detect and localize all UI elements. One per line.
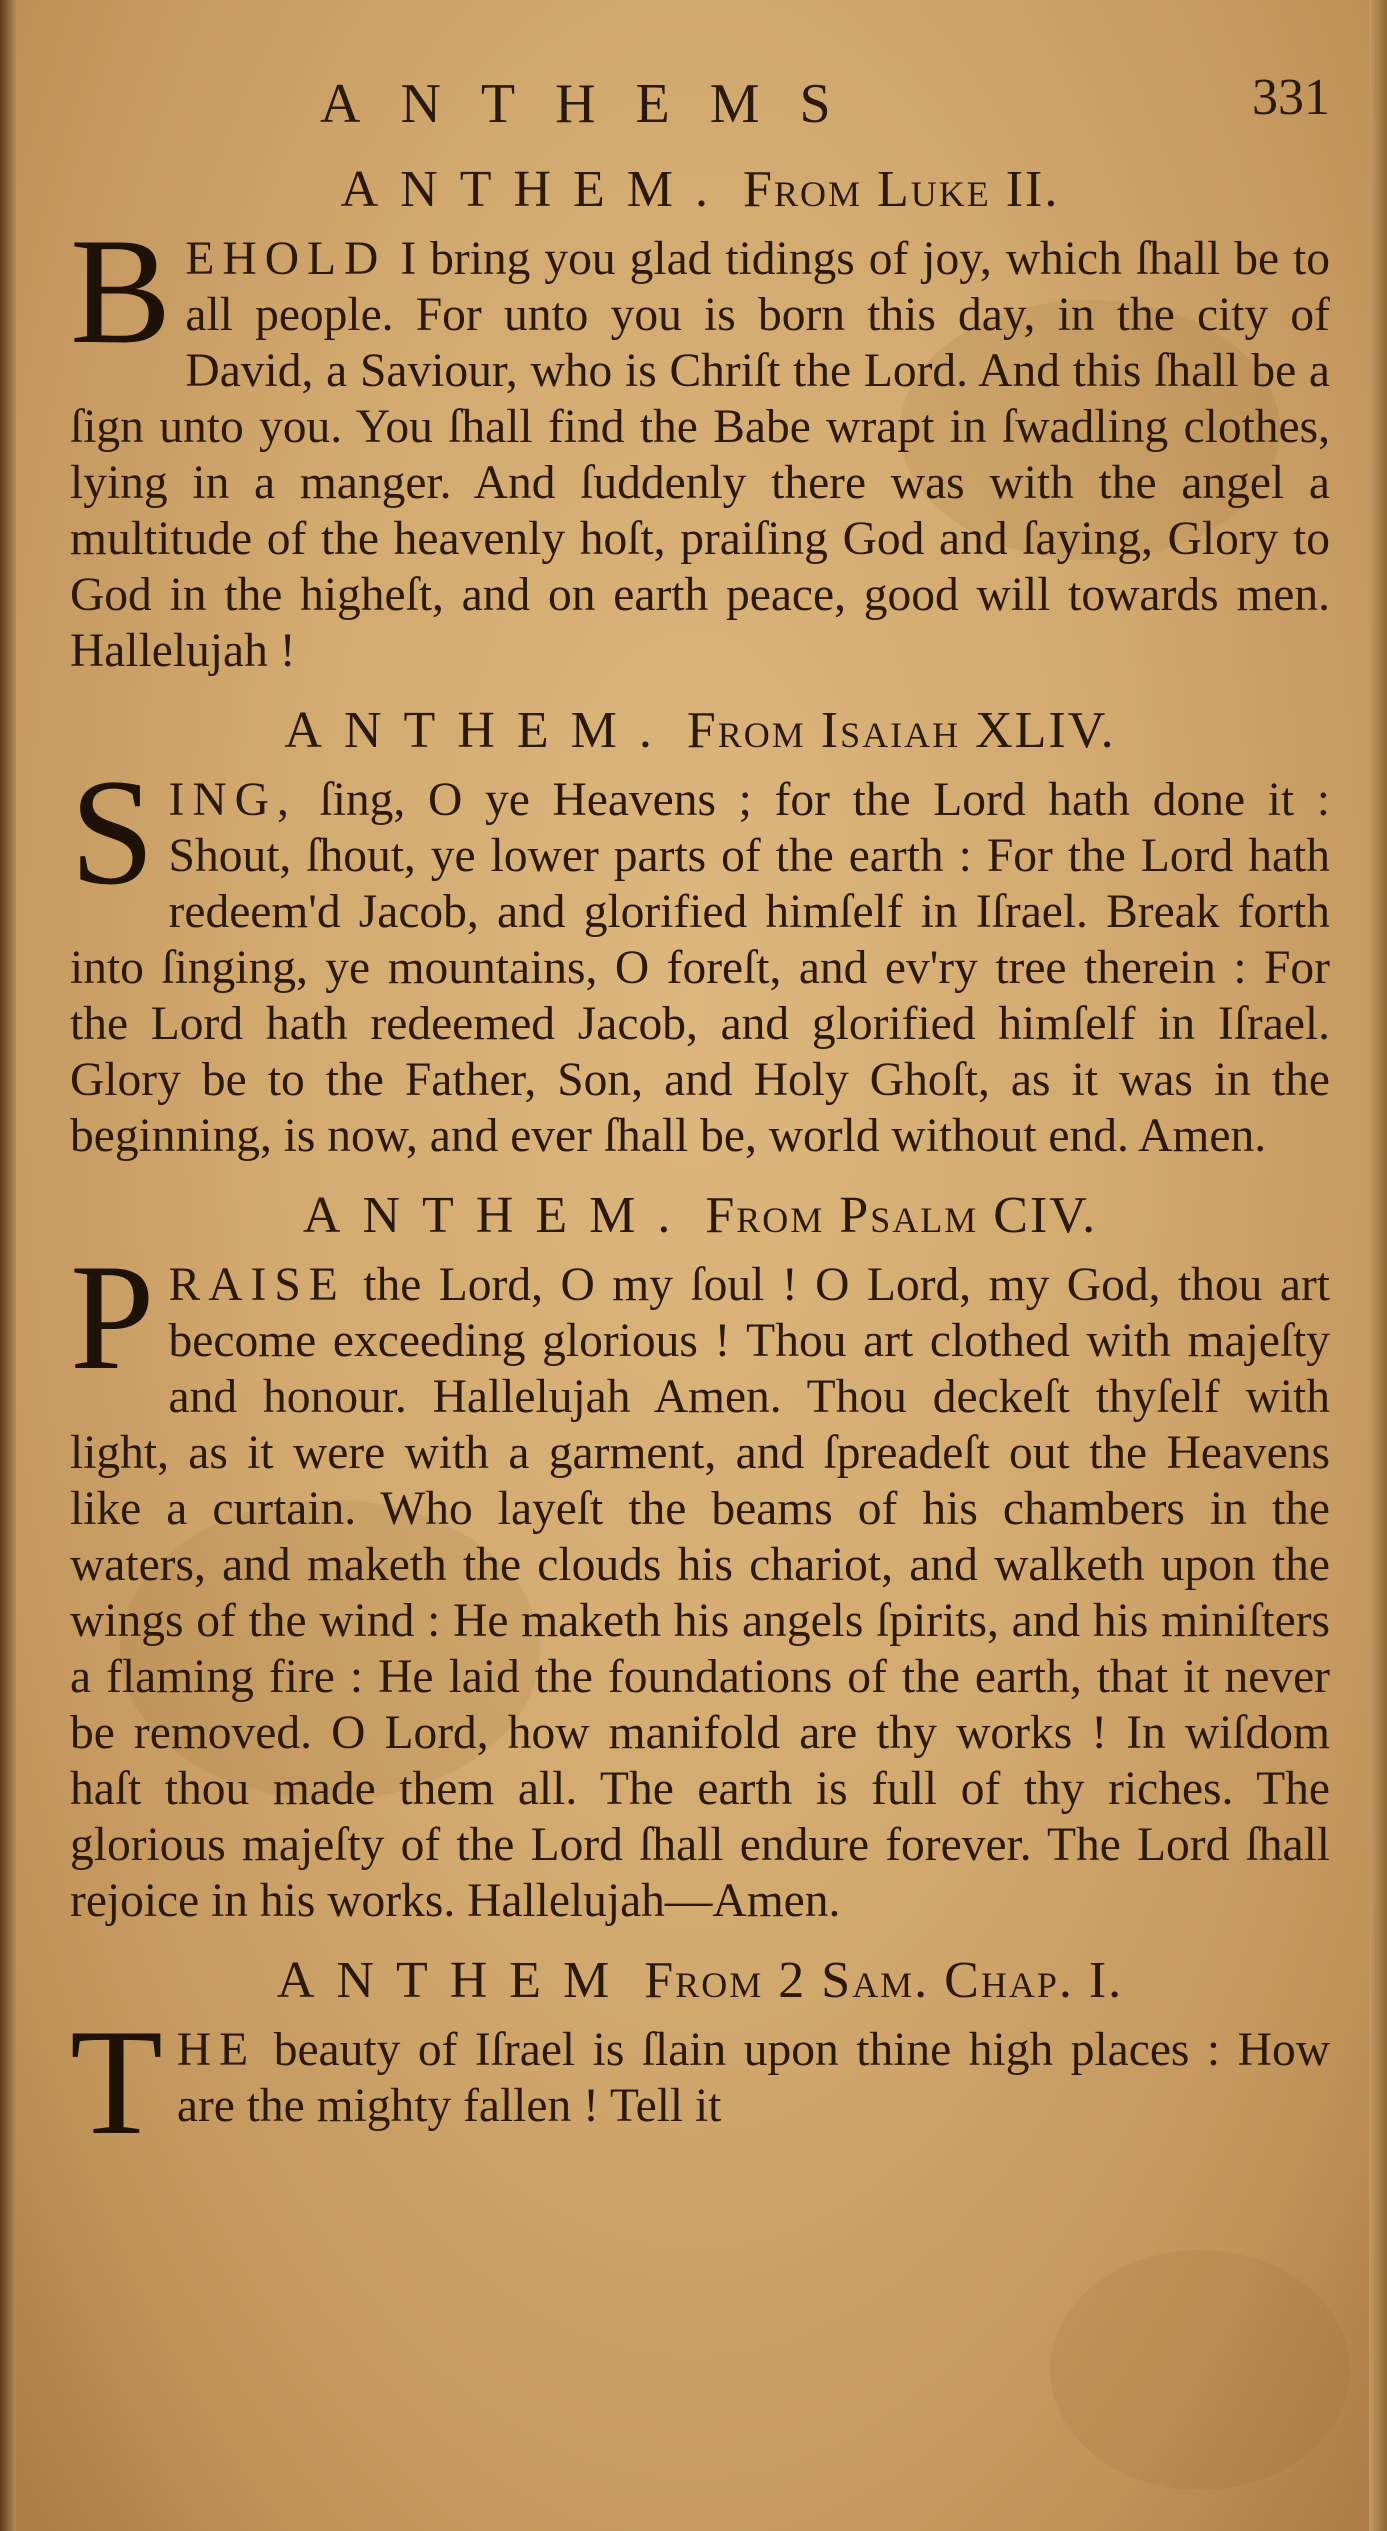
anthem-text — [70, 1233, 1330, 1929]
anthem-body: beauty of Iſrael is ſlain upon thine high places : How are the mighty fallen ! Tell it — [176, 2024, 1330, 2132]
drop-cap: P — [70, 1233, 155, 1401]
page-fore-edge — [1369, 0, 1387, 2531]
first-word-caps: ING, — [168, 774, 297, 826]
page-number: 331 — [1252, 69, 1330, 126]
anthem-heading — [70, 1951, 1330, 2010]
anthem-source: From Psalm CIV. — [705, 1187, 1098, 1244]
first-word-caps: RAISE — [168, 1259, 346, 1311]
anthem-body: the Lord, O my ſoul ! O Lord, my God, thou art become exceeding glorious ! Thou art clothed with majeſty and honour. Hallelujah Amen. Thou deckeſt thyſelf with light, as it were with a garment, and ſpreadeſt out the Heavens like a curtain. Who layeſt the beams of his chambers in the waters, and maketh the clouds his chariot, and walketh upon the wings of the wind : He maketh his angels ſpirits, and his miniſters a flaming fire : He laid the foundations of the earth, that it never be removed. O Lord, how manifold are thy works ! In wiſdom haſt thou made them all. The earth is full of thy riches. The glorious majeſty of the Lord ſhall endure forever. The Lord ſhall rejoice in his works. Hallelujah—Amen. — [70, 1259, 1330, 1927]
drop-cap: T — [70, 1998, 163, 2166]
first-word-caps: HE — [176, 2024, 257, 2076]
running-title: ANTHEMS — [320, 73, 871, 135]
running-head — [70, 58, 1330, 138]
anthem-label: ANTHEM. — [284, 702, 674, 759]
anthem-source: From Isaiah XLIV. — [686, 702, 1116, 759]
anthem-body: ſing, O ye Heavens ; for the Lord hath done it : Shout, ſhout, ye lower parts of the earth : For the Lord hath redeem'd Jacob, and glorified himſelf in Iſrael. Break forth into ſinging, ye mountains, O foreſt, and ev'ry tree therein : For the Lord hath redeemed Jacob, and glorified himſelf in Iſrael. Glory be to the Father, Son, and Holy Ghoſt, as it was in the beginning, is now, and ever ſhall be, world without end. Amen. — [70, 774, 1330, 1162]
anthem-text — [70, 207, 1330, 679]
anthem-source: From Luke II. — [743, 161, 1060, 218]
first-word-caps: EHOLD — [185, 233, 387, 285]
anthem-label: ANTHEM. — [302, 1187, 693, 1244]
anthem-label: ANTHEM — [276, 1952, 632, 2009]
anthem-source: From 2 Sam. Chap. I. — [644, 1952, 1124, 2009]
anthem-heading — [70, 701, 1330, 760]
anthem-heading — [70, 1186, 1330, 1245]
anthem-heading — [70, 160, 1330, 219]
anthem-text — [70, 1998, 1330, 2166]
anthem-label: ANTHEM. — [340, 161, 731, 218]
drop-cap: B — [70, 207, 172, 375]
paper-stain — [1050, 2250, 1350, 2490]
anthem-body: I bring you glad tidings of joy, which ſhall be to all people. For unto you is born this day, in the city of David, a Saviour, who is Chriſt the Lord. And this ſhall be a ſign unto you. You ſhall find the Babe wrapt in ſwadling clothes, lying in a manger. And ſuddenly there was with the angel a multitude of the heavenly hoſt, praiſing God and ſaying, Glory to God in the higheſt, and on earth peace, good will towards men. Hallelujah ! — [70, 233, 1330, 677]
drop-cap: S — [70, 748, 155, 916]
page-content — [70, 58, 1330, 2166]
anthem-text — [70, 748, 1330, 1164]
page-gutter-shadow — [0, 0, 16, 2531]
